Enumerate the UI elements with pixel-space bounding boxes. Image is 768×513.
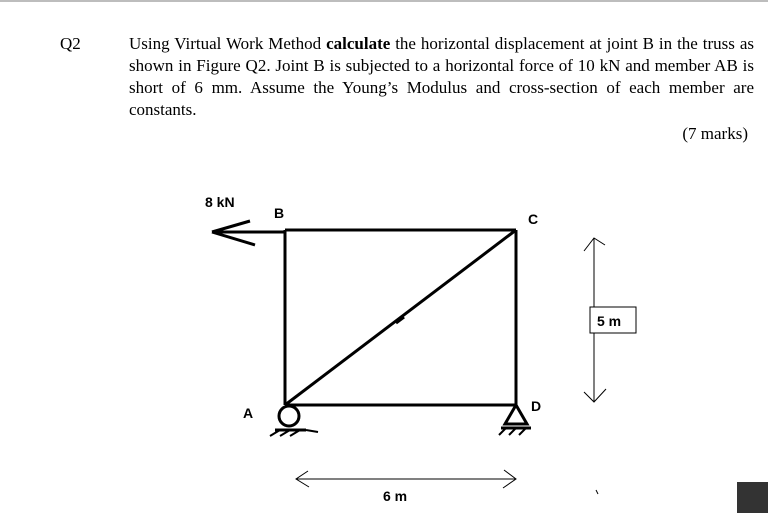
- joint-d-label: D: [531, 398, 542, 414]
- width-dimension-arrow-icon: [296, 470, 516, 488]
- question-number: Q2: [60, 34, 81, 53]
- joint-c-label: C: [528, 211, 539, 227]
- question-text-part1: Using Virtual Work Method: [129, 34, 327, 53]
- joint-a-label: A: [243, 405, 254, 421]
- stray-mark: [596, 490, 598, 494]
- width-label: 6 m: [383, 488, 408, 504]
- question-bold-word: calculate: [326, 34, 391, 53]
- pin-support-a-icon: [270, 406, 318, 436]
- pin-support-d-icon: [499, 405, 531, 435]
- load-arrow-icon: [212, 221, 285, 245]
- member-ac: [285, 230, 516, 405]
- corner-block: [737, 482, 768, 513]
- joint-b-label: B: [274, 205, 285, 221]
- load-label: 8 kN: [205, 194, 235, 210]
- question-text-part2: the horizontal displacement at joint B in the truss as shown in Figure Q2. Joint B is subjected to a horizontal force of 10 kN and member AB is short of 6 mm. Assume the Young’s Modulus and cross-section of each member are constants.: [129, 34, 754, 119]
- marks-label: (7 marks): [682, 124, 748, 143]
- height-label: 5 m: [597, 313, 622, 329]
